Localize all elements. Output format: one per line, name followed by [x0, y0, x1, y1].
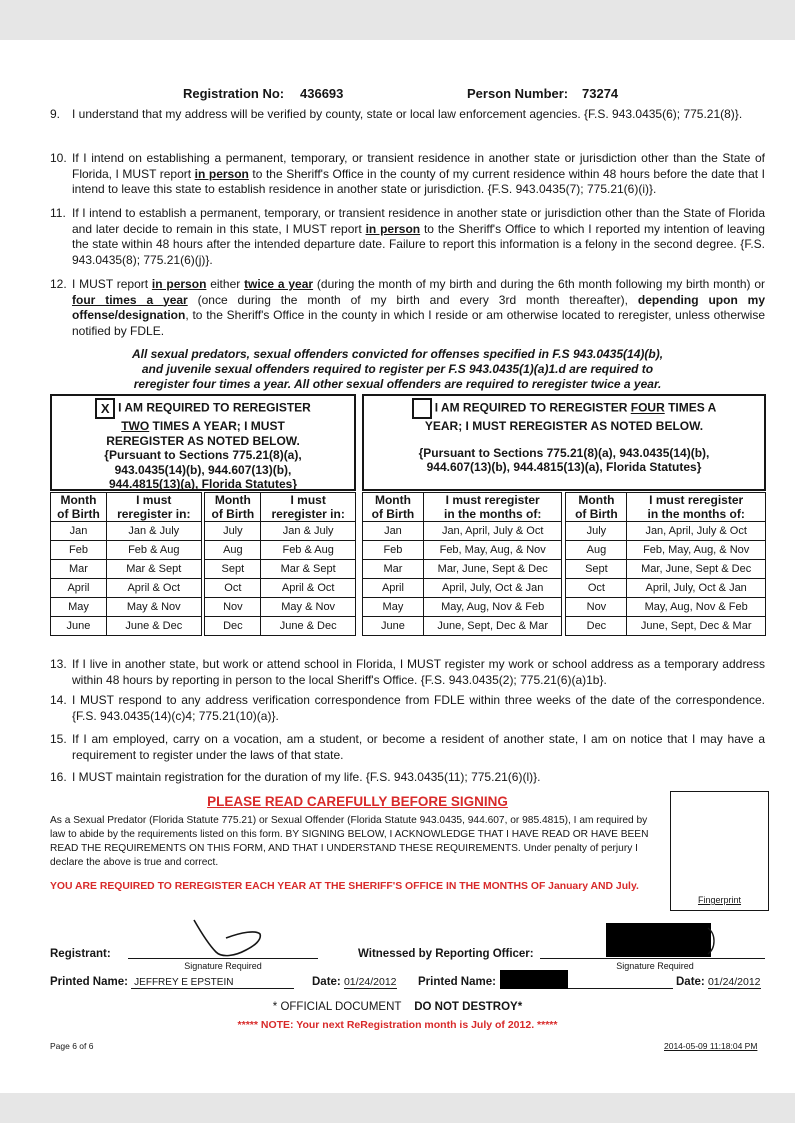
item-number: 15.: [50, 732, 67, 746]
table-cell: Aug: [566, 541, 627, 560]
item-number: 16.: [50, 770, 67, 784]
print-timestamp: 2014-05-09 11:18:04 PM: [664, 1041, 758, 1051]
table-cell: June & Dec: [106, 617, 201, 636]
fingerprint-box: [670, 791, 769, 911]
table-row: [51, 560, 356, 579]
table-cell: Feb, May, Aug, & Nov: [423, 541, 562, 560]
table-row: [363, 617, 766, 636]
registrant-signature: [180, 916, 270, 964]
table-cell: June: [363, 617, 424, 636]
table-cell: May, Aug, Nov & Feb: [423, 598, 562, 617]
table-cell: Jan: [51, 522, 107, 541]
table-row: [363, 522, 766, 541]
table-cell: July: [566, 522, 627, 541]
person-number-label: Person Number:: [467, 86, 569, 101]
signature-required-label: Signature Required: [184, 961, 262, 971]
table-row: [51, 541, 356, 560]
table-cell: May, Aug, Nov & Feb: [627, 598, 766, 617]
registrant-printed-name-row: Printed Name: JEFFREY E EPSTEIN: [50, 976, 294, 989]
scan-bottom-margin: [0, 1093, 795, 1123]
item-text: If I intend to establish a permanent, temporary, or transient residence in another state or jurisdiction other than the State of Florida and later decide to remain in this state, I MUST report in person to the Sheriff's Office to which I reported my intention of leaving the state within 48 hours after the intended departure date. Failure to report this information is a felony in the second degree. {F.S. 943.0435(8); 775.21(6)(j)}.: [72, 206, 765, 267]
table-row: [363, 541, 766, 560]
table-cell: Jan, April, July & Oct: [423, 522, 562, 541]
table-cell: Sept: [205, 560, 261, 579]
table-cell: Oct: [205, 579, 261, 598]
witness-signature-line: [540, 958, 765, 959]
table-cell: Jan & July: [106, 522, 201, 541]
page-number: Page 6 of 6: [50, 1041, 94, 1051]
table-cell: April, July, Oct & Jan: [627, 579, 766, 598]
item-12: [50, 277, 765, 339]
table-cell: Mar, June, Sept & Dec: [423, 560, 562, 579]
officer-printed-name-label: Printed Name:: [418, 976, 496, 988]
item-text: If I live in another state, but work or attend school in Florida, I MUST register my work or school address as a temporary address within 48 hours by reporting in person to the local Sheriff's Office. {F.S. 943.0435(2); 775.21(6)(a)1b}.: [72, 657, 765, 687]
official-document-line: * OFFICIAL DOCUMENT DO NOT DESTROY*: [272, 1001, 523, 1013]
table-cell: May & Nov: [261, 598, 356, 617]
table-cell: Feb: [363, 541, 424, 560]
table-cell: May: [363, 598, 424, 617]
table-cell: Dec: [205, 617, 261, 636]
table-cell: Nov: [205, 598, 261, 617]
registrant-date-row: Date: 01/24/2012: [312, 976, 397, 988]
registrant-date: 01/24/2012: [343, 976, 397, 988]
four-times-a-year-rows: [363, 522, 766, 636]
item-text: I MUST maintain registration for the duration of my life. {F.S. 943.0435(11); 775.21(6)(l)}.: [72, 770, 541, 784]
redacted-officer-signature: [606, 923, 711, 957]
item-13: [50, 657, 765, 688]
scan-top-margin: [0, 0, 795, 40]
registrant-signature-line: [128, 958, 318, 959]
four-times-a-year-table: Month of Birth I must reregister in the months of: Month of Birth I must reregister in the months of: Jan Jan, April, July & Oct July Jan, April, July & Oct Feb Feb, May, Aug, & Nov Aug Feb, May, Aug, & Nov Mar Mar, June, Sept & Dec Sept Mar, June, Sept & Dec April April, July, Oct & Jan Oct April, July, Oct & Jan May May, Aug, Nov & Feb Nov May, Aug, Nov & Feb June June, Sept, Dec & Mar Dec June, Sept, Dec & Mar: [362, 492, 766, 636]
item-9: [50, 107, 765, 123]
table-cell: June & Dec: [261, 617, 356, 636]
item-text: I understand that my address will be verified by county, state or local law enforcement agencies. {F.S. 943.0435(6); 775.21(8)}.: [72, 107, 743, 121]
table-cell: Mar: [363, 560, 424, 579]
officer-name-line: [568, 988, 673, 989]
table-row: [51, 617, 356, 636]
table-row: [51, 598, 356, 617]
signature-required-label: Signature Required: [616, 961, 694, 971]
item-16: [50, 770, 765, 786]
table-row: [51, 522, 356, 541]
table-cell: Oct: [566, 579, 627, 598]
table-cell: Feb & Aug: [106, 541, 201, 560]
item-text: I MUST report in person either twice a year (during the month of my birth and during the 6th month following my birth month) or four times a year (once during the month of my birth and every 3rd month thereafter), depending upon my offense/designation, to the Sheriff's Office in the county in which I reside or am otherwise located to reregister, unless otherwise notified by FDLE.: [72, 277, 766, 338]
signing-acknowledgement: As a Sexual Predator (Florida Statute 775.21) or Sexual Offender (Florida Statute 943.0435, 944.607, or 985.4815), I am required by law to abide by the requirements listed on this form. BY SIGNING BELOW, I ACKNOWLEDGE THAT I HAVE READ OR HAVE BEEN READ THE REQUIREMENTS ON THIS FORM, AND THAT I UNDERSTAND THESE REQUIREMENTS. Under penalty of perjury I declare the above is true and correct.: [50, 815, 649, 868]
table-cell: Feb: [51, 541, 107, 560]
table-cell: Nov: [566, 598, 627, 617]
table-cell: Jan: [363, 522, 424, 541]
twice-a-year-rows: [51, 522, 356, 636]
signing-title: PLEASE READ CAREFULLY BEFORE SIGNING: [207, 794, 508, 809]
table-cell: June, Sept, Dec & Mar: [423, 617, 562, 636]
emphasis: in person: [194, 166, 249, 181]
reregister-warning: YOU ARE REQUIRED TO REREGISTER EACH YEAR AT THE SHERIFF'S OFFICE IN THE MONTHS OF January AND July.: [50, 881, 639, 892]
item-number: 12.: [50, 277, 67, 291]
officer-signature-stroke: [706, 926, 720, 956]
officer-date-row: Date: 01/24/2012: [676, 976, 761, 988]
registrant-printed-name: JEFFREY E EPSTEIN: [131, 977, 294, 989]
table-cell: Jan, April, July & Oct: [627, 522, 766, 541]
item-number: 13.: [50, 657, 67, 671]
table-cell: Feb & Aug: [261, 541, 356, 560]
table-cell: May & Nov: [106, 598, 201, 617]
redacted-officer-name: [500, 970, 568, 989]
registration-label: Registration No:: [183, 86, 285, 101]
table-cell: April & Oct: [106, 579, 201, 598]
table-cell: Mar: [51, 560, 107, 579]
table-cell: April, July, Oct & Jan: [423, 579, 562, 598]
table-cell: Dec: [566, 617, 627, 636]
item-14: [50, 693, 765, 724]
table-cell: Mar & Sept: [106, 560, 201, 579]
registrant-label: Registrant:: [50, 948, 111, 960]
table-cell: Aug: [205, 541, 261, 560]
table-cell: Mar, June, Sept & Dec: [627, 560, 766, 579]
twice-a-year-table: Month of Birth I must reregister in: Month of Birth I must reregister in: Jan Jan & July July Jan & July Feb Feb & Aug Aug Feb & Aug Mar Mar & Sept Sept Mar & Sept April April & Oct Oct April & Oct May May & Nov Nov May & Nov June June & Dec Dec June & Dec: [50, 492, 356, 636]
table-row: [363, 598, 766, 617]
table-row: [363, 579, 766, 598]
twice-a-year-box: X I AM REQUIRED TO REREGISTER TWO TIMES A YEAR; I MUST REREGISTER AS NOTED BELOW. {Pursuant to Sections 775.21(8)(a), 943.0435(14)(b), 944.607(13)(b), 944.4815(13)(a), Florida Statutes}: [50, 394, 356, 491]
table-cell: Sept: [566, 560, 627, 579]
item-15: [50, 732, 765, 763]
four-times-a-year-box: I AM REQUIRED TO REREGISTER FOUR TIMES A YEAR; I MUST REREGISTER AS NOTED BELOW. {Pursuant to Sections 775.21(8)(a), 943.0435(14)(b), 944.607(13)(b), 944.4815(13)(a), Florida Statutes}: [362, 394, 766, 491]
table-row: [51, 579, 356, 598]
table-cell: June, Sept, Dec & Mar: [627, 617, 766, 636]
table-cell: April: [51, 579, 107, 598]
emphasis: in person: [365, 221, 421, 236]
officer-date: 01/24/2012: [707, 976, 761, 988]
item-text: I MUST respond to any address verification correspondence from FDLE within three weeks of the date of the correspondence. {F.S. 943.0435(14)(c)4; 775.21(10)(a)}.: [72, 693, 765, 723]
item-number: 14.: [50, 693, 67, 707]
registration-header: [0, 86, 795, 104]
registration-number: 436693: [300, 86, 344, 101]
person-number: 73274: [582, 86, 619, 101]
reregister-notice: All sexual predators, sexual offenders convicted for offenses specified in F.S 943.0435(14)(b), and juvenile sexual offenders required to register per F.S 943.0435(1)(a)1.d are required to reregister four times a year. All other sexual offenders are required to reregister twice a year.: [131, 347, 664, 391]
item-text: If I intend on establishing a permanent, temporary, or transient residence in another state or jurisdiction other than the State of Florida, I MUST report in person to the Sheriff's Office in the county of my current residence within 48 hours before the date that I intend to leave this state to establish residence in another state or jurisdiction. {F.S. 943.0435(7); 775.21(6)(i)}.: [72, 151, 765, 196]
table-cell: May: [51, 598, 107, 617]
item-number: 9.: [50, 107, 61, 121]
table-cell: April & Oct: [261, 579, 356, 598]
table-cell: Feb, May, Aug, & Nov: [627, 541, 766, 560]
table-cell: July: [205, 522, 261, 541]
item-10: [50, 151, 765, 198]
table-cell: June: [51, 617, 107, 636]
table-cell: Mar & Sept: [261, 560, 356, 579]
table-cell: April: [363, 579, 424, 598]
table-cell: Jan & July: [261, 522, 356, 541]
four-times-a-year-checkbox[interactable]: [412, 398, 432, 419]
item-number: 11.: [50, 206, 66, 220]
item-number: 10.: [50, 151, 67, 165]
next-reregistration-note: ***** NOTE: Your next ReRegistration month is July of 2012. *****: [237, 1019, 558, 1031]
item-text: If I am employed, carry on a vocation, am a student, or become a resident of another state, I am on notice that I may have a requirement to register under the laws of that state.: [72, 732, 765, 762]
twice-a-year-checkbox[interactable]: X: [95, 398, 115, 419]
table-row: [363, 560, 766, 579]
witness-label: Witnessed by Reporting Officer:: [358, 948, 534, 960]
fingerprint-label: Fingerprint: [697, 895, 742, 905]
item-11: [50, 206, 765, 268]
